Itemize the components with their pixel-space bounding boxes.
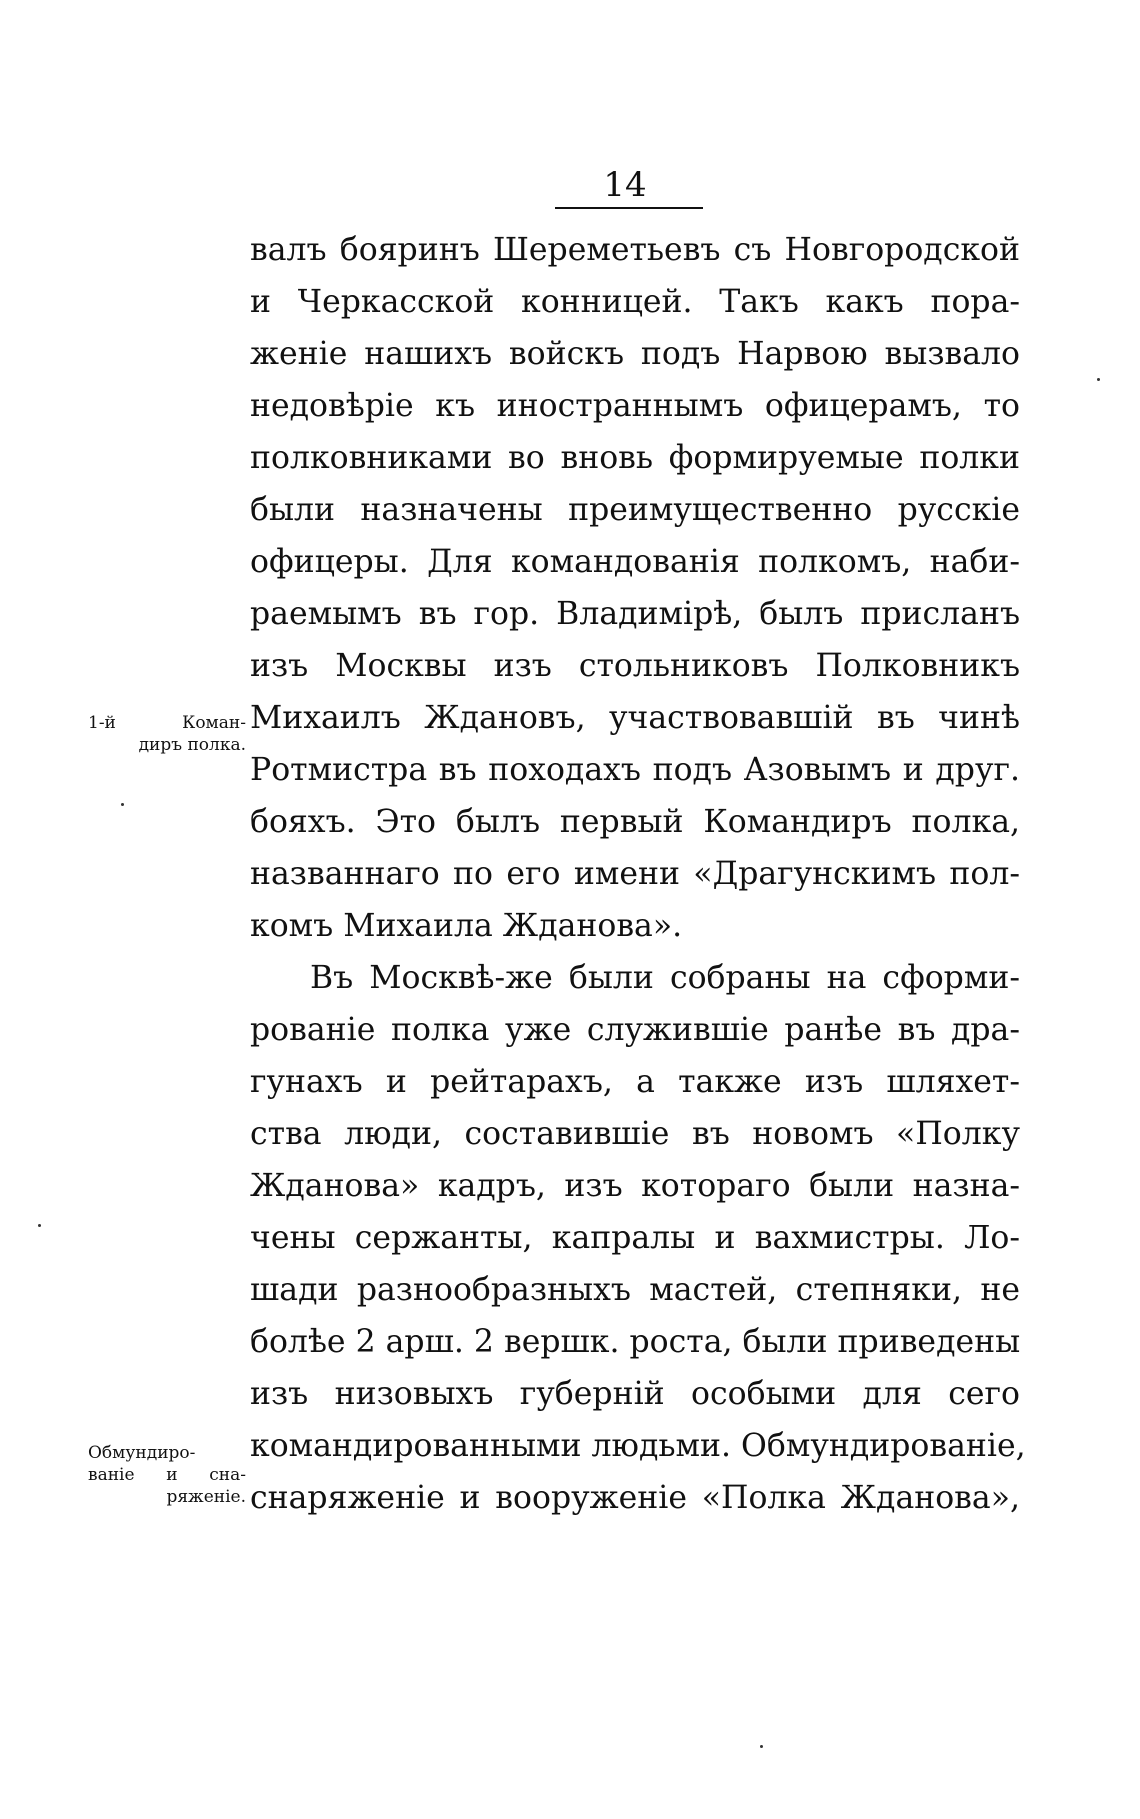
margin-note-line: Обмундиро- [88,1443,196,1463]
text-line: валъ бояринъ Шереметьевъ съ Новгородской [250,232,1020,268]
text-line: Михаилъ Ждановъ, участвовавшій въ чинѣ [250,700,1020,736]
text-line: снаряженіе и вооруженіе «Полка Жданова», [250,1480,1020,1516]
text-line: офицеры. Для командованія полкомъ, наби- [250,544,1020,580]
text-line: комъ Михаила Жданова». [250,908,683,944]
print-speck [1097,378,1100,381]
text-line: бояхъ. Это былъ первый Командиръ полка, [250,804,1020,840]
text-line: женіе нашихъ войскъ подъ Нарвою вызвало [250,336,1020,372]
text-line: ства люди, составившіе въ новомъ «Полку [250,1116,1020,1152]
margin-note-line: диръ полка. [138,735,246,755]
text-line: шади разнообразныхъ мастей, степняки, не [250,1272,1020,1308]
margin-note-uniform [88,1442,246,1508]
text-line: командированными людьми. Обмундированіе, [250,1428,1026,1464]
body-text [250,224,1026,1524]
margin-note-line: ряженіе. [166,1487,246,1507]
text-line: Въ Москвѣ-же были собраны на сформи- [310,960,1020,996]
text-line: чены сержанты, капралы и вахмистры. Ло- [250,1220,1020,1256]
text-line: рованіе полка уже служившіе ранѣе въ дра- [250,1012,1020,1048]
print-speck [38,1224,41,1227]
page-number-rule [555,207,703,209]
text-line: гунахъ и рейтарахъ, а также изъ шляхет- [250,1064,1020,1100]
text-line: названнаго по его имени «Драгунскимъ пол- [250,856,1020,892]
margin-note-line: ваніе и сна- [88,1465,246,1485]
text-line: и Черкасской конницей. Такъ какъ пора- [250,284,1020,320]
margin-note-commander [88,712,246,756]
text-line: недовѣріе къ иностраннымъ офицерамъ, то [250,388,1020,424]
text-line: Ротмистра въ походахъ подъ Азовымъ и друг. [250,752,1020,788]
print-speck [760,1745,763,1748]
text-line: раемымъ въ гор. Владимірѣ, былъ присланъ [250,596,1020,632]
margin-note-line: 1-й Коман- [88,713,246,733]
print-speck [121,803,124,806]
text-line: Жданова» кадръ, изъ котораго были назна- [250,1168,1020,1204]
text-line: были назначены преимущественно русскіе [250,492,1020,528]
text-line: изъ низовыхъ губерній особыми для сего [250,1376,1020,1412]
text-line: изъ Москвы изъ стольниковъ Полковникъ [250,648,1020,684]
page-number: 14 [603,165,647,205]
text-line: болѣе 2 арш. 2 вершк. роста, были приведены [250,1324,1021,1360]
text-line: полковниками во вновь формируемые полки [250,440,1020,476]
